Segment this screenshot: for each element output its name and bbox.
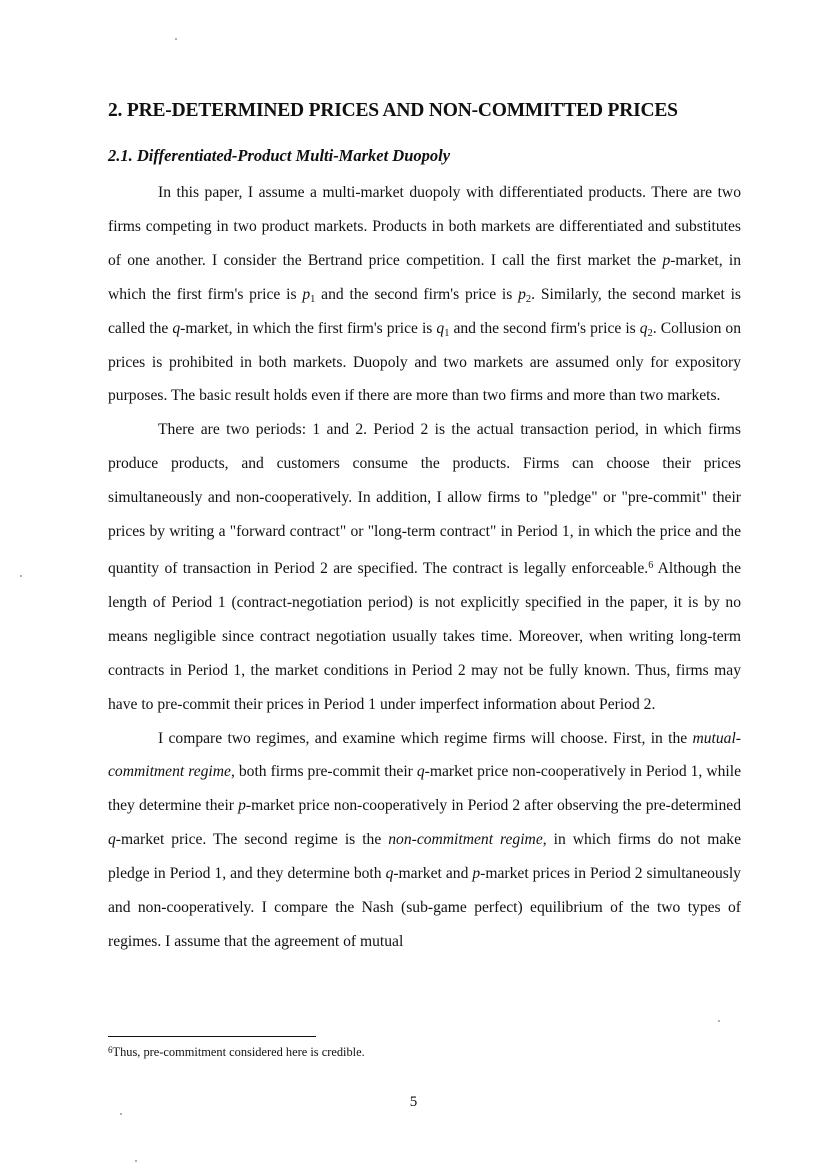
paragraph-1 (108, 176, 741, 413)
text-run: . Similarly, the second market is called the (108, 285, 741, 337)
footnote (108, 1045, 365, 1060)
scan-speck (120, 1113, 122, 1115)
paragraph-2 (108, 413, 741, 721)
text-run: -market price non-cooperatively in Period 2 after observing the pre-determined (245, 797, 741, 815)
page-number: 5 (409, 1094, 418, 1110)
emphasis-term: non-commitment regime (388, 831, 543, 849)
text-run: Although the length of Period 1 (contract-negotiation period) is not explicitly specified in the paper, it is by no means negligible since contract negotiation usually takes time. Moreover, when writing long-term contracts in Period 1, the market conditions in Period 2 may not be fully known. Thus, firms may have to pre-commit their prices in Period 1 under imperfect information about Period 2. (108, 559, 741, 713)
text-run: , both firms pre-commit their (230, 763, 417, 781)
footnote-marker: 6 (648, 559, 654, 571)
math-var: p (472, 865, 481, 883)
scan-speck (175, 38, 177, 40)
text-run: -market, in which the first firm's price is (108, 251, 741, 303)
text-run: In this paper, I assume a multi-market duopoly with differentiated products. There are two firms competing in two product markets. Products in both markets are differentiated and substitutes of one another. I consider the Bertrand price competition. I call the first market the (108, 184, 741, 269)
math-var: q (172, 319, 181, 337)
text-run: , in which firms do not make pledge in Period 1, and they determine both (108, 831, 741, 883)
text-run: and the second firm's price is (449, 319, 640, 337)
text-run: -market, in which the first firm's price is (180, 319, 437, 337)
math-var: q (436, 319, 445, 337)
emphasis-term: mutual-commitment regime (108, 729, 741, 781)
text-run: -market price. The second regime is the (115, 831, 389, 849)
math-var: p (238, 797, 246, 815)
text-run: . Collusion on prices is prohibited in both markets. Duopoly and two markets are assumed only for expository purposes. The basic result holds even if there are more than two firms and more than two markets. (108, 319, 741, 405)
math-var: p (518, 285, 526, 303)
math-subscript: 1 (310, 293, 316, 305)
math-var: q (385, 865, 394, 883)
text-run: -market and (393, 865, 473, 883)
scan-speck (20, 575, 22, 577)
footnote-number: 6 (108, 1045, 113, 1055)
math-subscript: 1 (444, 327, 450, 339)
scan-speck (135, 1160, 137, 1162)
paragraph-3 (108, 722, 741, 959)
section-title: 2. PRE-DETERMINED PRICES AND NON-COMMITTED PRICES (108, 100, 678, 121)
text-run: -market prices in Period 2 simultaneously and non-cooperatively. I compare the Nash (sub-game perfect) equilibrium of the two types of regimes. I assume that the agreement of mutual (108, 865, 741, 950)
math-var: p (662, 251, 671, 269)
text-run: and the second firm's price is (315, 285, 519, 303)
scan-speck (718, 1020, 720, 1022)
footnote-divider (108, 1036, 316, 1037)
text-run: There are two periods: 1 and 2. Period 2 is the actual transaction period, in which firms produce products, and customers consume the products. Firms can choose their prices simultaneously and non-cooperatively. In addition, I allow firms to "pledge" or "pre-commit" their prices by writing a "forward contract" or "long-term contract" in Period 1, in which the price and the quantity of transaction in Period 2 are specified. The contract is legally enforceable. (108, 421, 741, 577)
math-var: q (639, 319, 648, 337)
math-var: q (416, 763, 425, 781)
footnote-text: Thus, pre-commitment considered here is credible. (112, 1045, 365, 1059)
subsection-title: 2.1. Differentiated-Product Multi-Market Duopoly (108, 146, 451, 165)
text-run: -market price non-cooperatively in Period 1, while they determine their (108, 763, 741, 815)
math-var: q (108, 831, 116, 849)
math-subscript: 2 (525, 293, 532, 305)
text-run: I compare two regimes, and examine which regime firms will choose. First, in the (158, 729, 693, 747)
math-var: p (302, 285, 311, 303)
math-subscript: 2 (647, 327, 653, 339)
body-text (108, 176, 741, 959)
